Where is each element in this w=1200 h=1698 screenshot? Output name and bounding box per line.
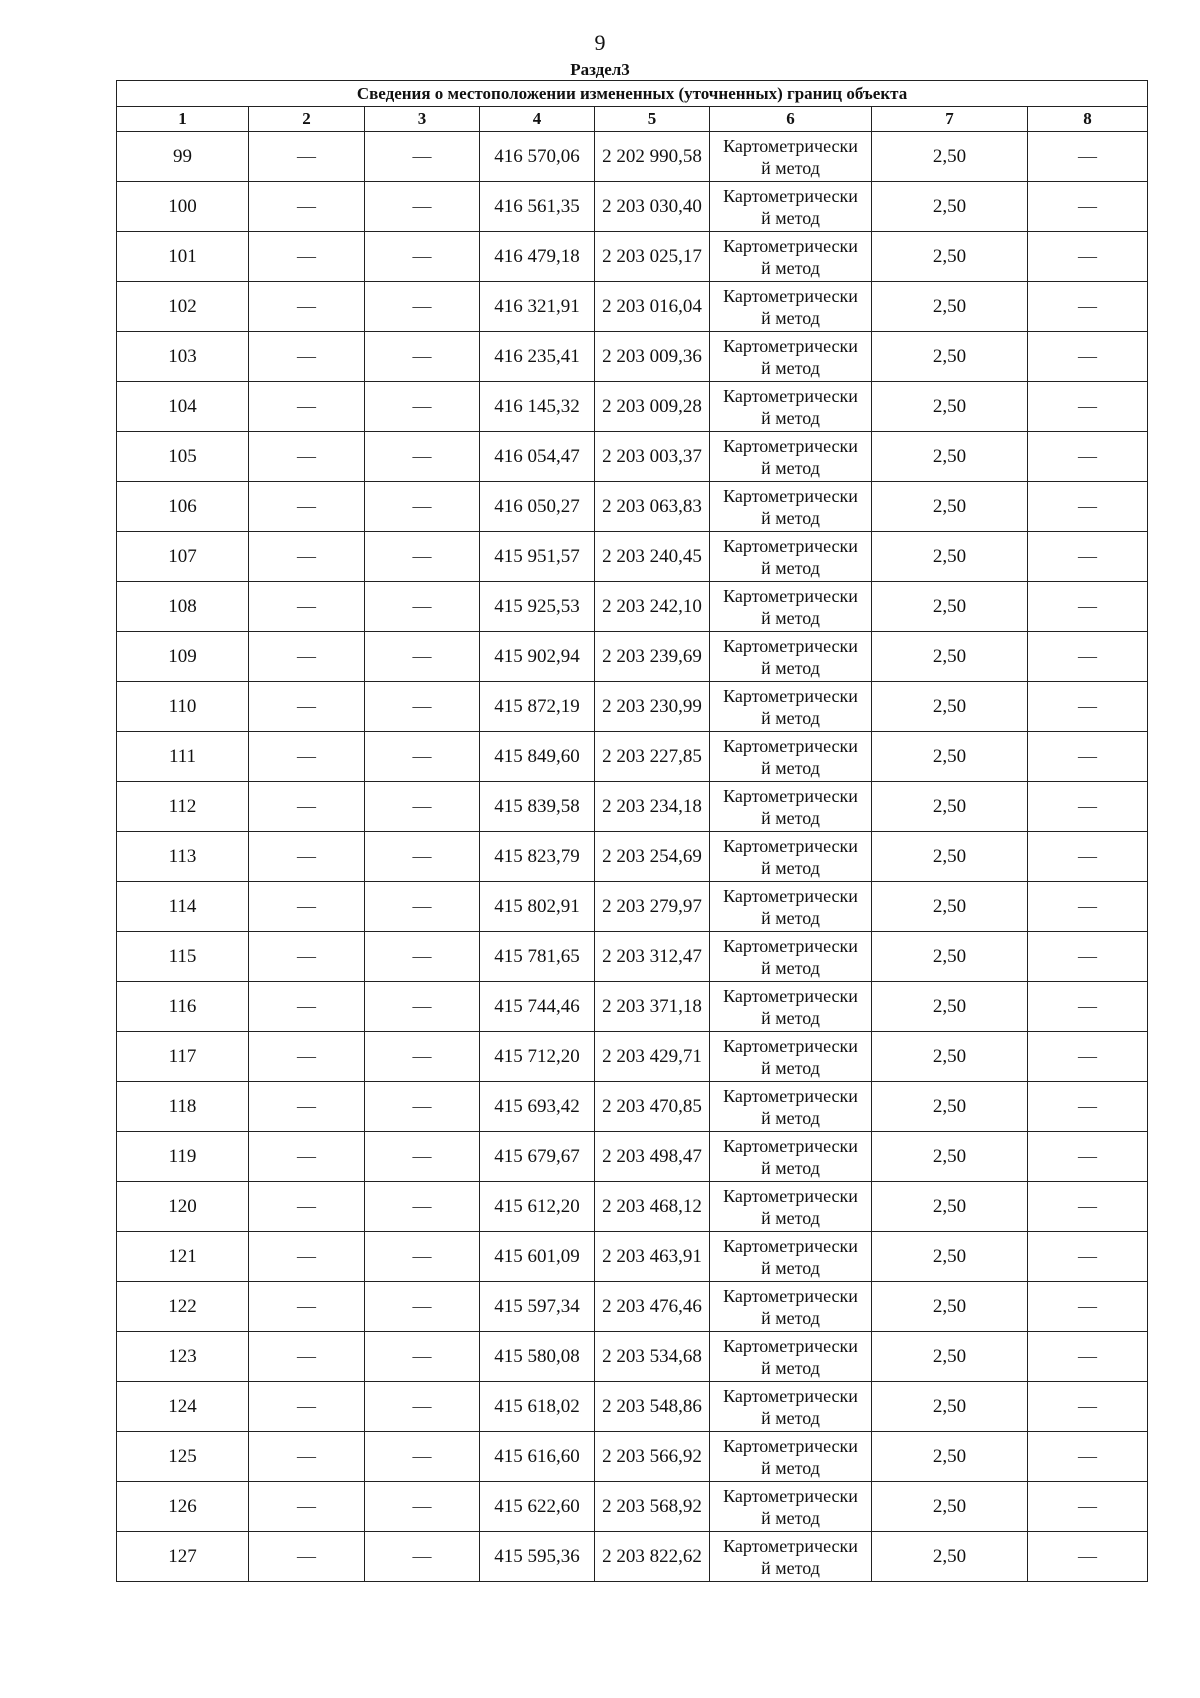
x-coordinate-cell: 415 839,58 <box>480 782 595 832</box>
point-number-cell: 124 <box>117 1382 249 1432</box>
point-number-cell: 105 <box>117 432 249 482</box>
column-2-cell: — <box>249 682 365 732</box>
point-number-cell: 121 <box>117 1232 249 1282</box>
point-number-cell: 102 <box>117 282 249 332</box>
x-coordinate-cell: 415 597,34 <box>480 1282 595 1332</box>
column-3-cell: — <box>365 932 480 982</box>
y-coordinate-cell: 2 203 822,62 <box>595 1532 710 1582</box>
column-2-cell: — <box>249 1382 365 1432</box>
column-2-cell: — <box>249 732 365 782</box>
column-2-cell: — <box>249 332 365 382</box>
column-2-cell: — <box>249 532 365 582</box>
column-2-cell: — <box>249 882 365 932</box>
table-row <box>117 832 1148 882</box>
y-coordinate-cell: 2 203 470,85 <box>595 1082 710 1132</box>
y-coordinate-cell: 2 203 063,83 <box>595 482 710 532</box>
x-coordinate-cell: 415 712,20 <box>480 1032 595 1082</box>
method-cell: Картометрически й метод <box>710 1532 872 1582</box>
precision-cell: 2,50 <box>872 482 1028 532</box>
x-coordinate-cell: 415 595,36 <box>480 1532 595 1582</box>
column-2-cell: — <box>249 232 365 282</box>
x-coordinate-cell: 415 902,94 <box>480 632 595 682</box>
table-row <box>117 1182 1148 1232</box>
table-row <box>117 532 1148 582</box>
column-2-cell: — <box>249 1282 365 1332</box>
point-number-cell: 111 <box>117 732 249 782</box>
y-coordinate-cell: 2 203 003,37 <box>595 432 710 482</box>
column-3-cell: — <box>365 1282 480 1332</box>
precision-cell: 2,50 <box>872 332 1028 382</box>
column-number-row <box>117 107 1148 132</box>
method-cell: Картометрически й метод <box>710 532 872 582</box>
table-row <box>117 1532 1148 1582</box>
column-2-cell: — <box>249 1532 365 1582</box>
precision-cell: 2,50 <box>872 982 1028 1032</box>
column-8-cell: — <box>1028 732 1148 782</box>
point-number-cell: 115 <box>117 932 249 982</box>
column-3-cell: — <box>365 682 480 732</box>
x-coordinate-cell: 416 561,35 <box>480 182 595 232</box>
column-8-cell: — <box>1028 482 1148 532</box>
table-row <box>117 182 1148 232</box>
column-3-cell: — <box>365 1132 480 1182</box>
point-number-cell: 123 <box>117 1332 249 1382</box>
x-coordinate-cell: 415 849,60 <box>480 732 595 782</box>
x-coordinate-cell: 416 145,32 <box>480 382 595 432</box>
point-number-cell: 119 <box>117 1132 249 1182</box>
column-3-cell: — <box>365 882 480 932</box>
method-cell: Картометрически й метод <box>710 382 872 432</box>
point-number-cell: 118 <box>117 1082 249 1132</box>
page-number: 9 <box>594 30 606 55</box>
column-8-cell: — <box>1028 1082 1148 1132</box>
precision-cell: 2,50 <box>872 582 1028 632</box>
table-row <box>117 932 1148 982</box>
column-2-cell: — <box>249 132 365 182</box>
column-8-cell: — <box>1028 1432 1148 1482</box>
column-3-cell: — <box>365 432 480 482</box>
y-coordinate-cell: 2 203 234,18 <box>595 782 710 832</box>
column-8-cell: — <box>1028 932 1148 982</box>
column-8-cell: — <box>1028 1532 1148 1582</box>
section-title: Раздел3 <box>570 60 630 79</box>
column-2-cell: — <box>249 1182 365 1232</box>
coordinates-table <box>116 80 1148 1582</box>
precision-cell: 2,50 <box>872 682 1028 732</box>
precision-cell: 2,50 <box>872 432 1028 482</box>
table-body <box>117 132 1148 1582</box>
precision-cell: 2,50 <box>872 1182 1028 1232</box>
column-3-cell: — <box>365 1482 480 1532</box>
precision-cell: 2,50 <box>872 1232 1028 1282</box>
x-coordinate-cell: 415 612,20 <box>480 1182 595 1232</box>
precision-cell: 2,50 <box>872 1482 1028 1532</box>
table-row <box>117 1382 1148 1432</box>
y-coordinate-cell: 2 203 240,45 <box>595 532 710 582</box>
point-number-cell: 122 <box>117 1282 249 1332</box>
column-8-cell: — <box>1028 632 1148 682</box>
column-8-cell: — <box>1028 182 1148 232</box>
method-cell: Картометрически й метод <box>710 582 872 632</box>
column-2-cell: — <box>249 582 365 632</box>
x-coordinate-cell: 415 580,08 <box>480 1332 595 1382</box>
method-cell: Картометрически й метод <box>710 882 872 932</box>
method-cell: Картометрически й метод <box>710 1182 872 1232</box>
point-number-cell: 108 <box>117 582 249 632</box>
column-8-cell: — <box>1028 332 1148 382</box>
point-number-cell: 117 <box>117 1032 249 1082</box>
column-3-cell: — <box>365 832 480 882</box>
point-number-cell: 103 <box>117 332 249 382</box>
y-coordinate-cell: 2 203 227,85 <box>595 732 710 782</box>
x-coordinate-cell: 415 601,09 <box>480 1232 595 1282</box>
table-row <box>117 482 1148 532</box>
precision-cell: 2,50 <box>872 182 1028 232</box>
column-3-cell: — <box>365 1182 480 1232</box>
table-caption: Сведения о местоположении измененных (уточненных) границ объекта <box>117 81 1148 107</box>
table-row <box>117 982 1148 1032</box>
precision-cell: 2,50 <box>872 532 1028 582</box>
x-coordinate-cell: 415 781,65 <box>480 932 595 982</box>
column-number: 4 <box>480 107 595 132</box>
point-number-cell: 126 <box>117 1482 249 1532</box>
point-number-cell: 112 <box>117 782 249 832</box>
method-cell: Картометрически й метод <box>710 1032 872 1082</box>
column-3-cell: — <box>365 332 480 382</box>
x-coordinate-cell: 415 693,42 <box>480 1082 595 1132</box>
method-cell: Картометрически й метод <box>710 682 872 732</box>
x-coordinate-cell: 416 321,91 <box>480 282 595 332</box>
precision-cell: 2,50 <box>872 1132 1028 1182</box>
column-8-cell: — <box>1028 1032 1148 1082</box>
x-coordinate-cell: 415 802,91 <box>480 882 595 932</box>
table-row <box>117 432 1148 482</box>
column-2-cell: — <box>249 1482 365 1532</box>
method-cell: Картометрически й метод <box>710 182 872 232</box>
table-row <box>117 582 1148 632</box>
column-3-cell: — <box>365 982 480 1032</box>
column-8-cell: — <box>1028 1232 1148 1282</box>
column-8-cell: — <box>1028 1282 1148 1332</box>
table-row <box>117 632 1148 682</box>
table-row <box>117 732 1148 782</box>
table-row <box>117 1132 1148 1182</box>
point-number-cell: 107 <box>117 532 249 582</box>
column-2-cell: — <box>249 282 365 332</box>
table-row <box>117 232 1148 282</box>
x-coordinate-cell: 415 622,60 <box>480 1482 595 1532</box>
table-row <box>117 1432 1148 1482</box>
precision-cell: 2,50 <box>872 732 1028 782</box>
column-3-cell: — <box>365 132 480 182</box>
column-2-cell: — <box>249 182 365 232</box>
column-2-cell: — <box>249 982 365 1032</box>
column-3-cell: — <box>365 532 480 582</box>
table-row <box>117 332 1148 382</box>
point-number-cell: 104 <box>117 382 249 432</box>
method-cell: Картометрически й метод <box>710 1282 872 1332</box>
point-number-cell: 99 <box>117 132 249 182</box>
x-coordinate-cell: 416 235,41 <box>480 332 595 382</box>
x-coordinate-cell: 415 823,79 <box>480 832 595 882</box>
column-8-cell: — <box>1028 582 1148 632</box>
x-coordinate-cell: 415 616,60 <box>480 1432 595 1482</box>
column-3-cell: — <box>365 632 480 682</box>
x-coordinate-cell: 415 925,53 <box>480 582 595 632</box>
y-coordinate-cell: 2 203 009,36 <box>595 332 710 382</box>
column-3-cell: — <box>365 382 480 432</box>
column-2-cell: — <box>249 932 365 982</box>
y-coordinate-cell: 2 202 990,58 <box>595 132 710 182</box>
column-3-cell: — <box>365 1332 480 1382</box>
method-cell: Картометрически й метод <box>710 482 872 532</box>
y-coordinate-cell: 2 203 239,69 <box>595 632 710 682</box>
point-number-cell: 120 <box>117 1182 249 1232</box>
method-cell: Картометрически й метод <box>710 732 872 782</box>
method-cell: Картометрически й метод <box>710 332 872 382</box>
precision-cell: 2,50 <box>872 882 1028 932</box>
y-coordinate-cell: 2 203 279,97 <box>595 882 710 932</box>
column-8-cell: — <box>1028 382 1148 432</box>
y-coordinate-cell: 2 203 016,04 <box>595 282 710 332</box>
precision-cell: 2,50 <box>872 1432 1028 1482</box>
y-coordinate-cell: 2 203 371,18 <box>595 982 710 1032</box>
x-coordinate-cell: 415 618,02 <box>480 1382 595 1432</box>
table-row <box>117 1332 1148 1382</box>
column-3-cell: — <box>365 1532 480 1582</box>
y-coordinate-cell: 2 203 429,71 <box>595 1032 710 1082</box>
method-cell: Картометрически й метод <box>710 1132 872 1182</box>
table-row <box>117 132 1148 182</box>
column-2-cell: — <box>249 382 365 432</box>
column-8-cell: — <box>1028 1482 1148 1532</box>
column-3-cell: — <box>365 232 480 282</box>
precision-cell: 2,50 <box>872 632 1028 682</box>
point-number-cell: 110 <box>117 682 249 732</box>
column-8-cell: — <box>1028 1382 1148 1432</box>
table-row <box>117 1282 1148 1332</box>
x-coordinate-cell: 415 744,46 <box>480 982 595 1032</box>
column-number: 2 <box>249 107 365 132</box>
method-cell: Картометрически й метод <box>710 1232 872 1282</box>
y-coordinate-cell: 2 203 030,40 <box>595 182 710 232</box>
precision-cell: 2,50 <box>872 1082 1028 1132</box>
column-2-cell: — <box>249 1082 365 1132</box>
column-number: 5 <box>595 107 710 132</box>
column-3-cell: — <box>365 732 480 782</box>
point-number-cell: 127 <box>117 1532 249 1582</box>
column-2-cell: — <box>249 482 365 532</box>
precision-cell: 2,50 <box>872 782 1028 832</box>
column-8-cell: — <box>1028 132 1148 182</box>
column-3-cell: — <box>365 1432 480 1482</box>
table-row <box>117 282 1148 332</box>
point-number-cell: 106 <box>117 482 249 532</box>
table-row <box>117 1082 1148 1132</box>
point-number-cell: 114 <box>117 882 249 932</box>
column-8-cell: — <box>1028 232 1148 282</box>
method-cell: Картометрически й метод <box>710 832 872 882</box>
column-number: 1 <box>117 107 249 132</box>
method-cell: Картометрически й метод <box>710 782 872 832</box>
precision-cell: 2,50 <box>872 932 1028 982</box>
column-8-cell: — <box>1028 1332 1148 1382</box>
column-8-cell: — <box>1028 282 1148 332</box>
column-number: 7 <box>872 107 1028 132</box>
precision-cell: 2,50 <box>872 1532 1028 1582</box>
point-number-cell: 116 <box>117 982 249 1032</box>
y-coordinate-cell: 2 203 312,47 <box>595 932 710 982</box>
x-coordinate-cell: 416 570,06 <box>480 132 595 182</box>
column-2-cell: — <box>249 1132 365 1182</box>
method-cell: Картометрически й метод <box>710 1382 872 1432</box>
column-number: 8 <box>1028 107 1148 132</box>
method-cell: Картометрически й метод <box>710 232 872 282</box>
column-3-cell: — <box>365 1232 480 1282</box>
column-8-cell: — <box>1028 832 1148 882</box>
method-cell: Картометрически й метод <box>710 1082 872 1132</box>
y-coordinate-cell: 2 203 568,92 <box>595 1482 710 1532</box>
point-number-cell: 109 <box>117 632 249 682</box>
column-3-cell: — <box>365 582 480 632</box>
table-row <box>117 382 1148 432</box>
table-caption-row <box>117 81 1148 107</box>
precision-cell: 2,50 <box>872 382 1028 432</box>
y-coordinate-cell: 2 203 463,91 <box>595 1232 710 1282</box>
column-3-cell: — <box>365 482 480 532</box>
table-row <box>117 882 1148 932</box>
column-2-cell: — <box>249 832 365 882</box>
precision-cell: 2,50 <box>872 1032 1028 1082</box>
method-cell: Картометрически й метод <box>710 1332 872 1382</box>
y-coordinate-cell: 2 203 009,28 <box>595 382 710 432</box>
x-coordinate-cell: 416 050,27 <box>480 482 595 532</box>
column-8-cell: — <box>1028 682 1148 732</box>
table-row <box>117 1032 1148 1082</box>
column-8-cell: — <box>1028 882 1148 932</box>
column-8-cell: — <box>1028 1182 1148 1232</box>
precision-cell: 2,50 <box>872 1332 1028 1382</box>
column-8-cell: — <box>1028 982 1148 1032</box>
method-cell: Картометрически й метод <box>710 132 872 182</box>
y-coordinate-cell: 2 203 534,68 <box>595 1332 710 1382</box>
x-coordinate-cell: 416 479,18 <box>480 232 595 282</box>
column-8-cell: — <box>1028 532 1148 582</box>
column-2-cell: — <box>249 632 365 682</box>
column-2-cell: — <box>249 432 365 482</box>
y-coordinate-cell: 2 203 566,92 <box>595 1432 710 1482</box>
precision-cell: 2,50 <box>872 1282 1028 1332</box>
y-coordinate-cell: 2 203 242,10 <box>595 582 710 632</box>
x-coordinate-cell: 416 054,47 <box>480 432 595 482</box>
method-cell: Картометрически й метод <box>710 982 872 1032</box>
point-number-cell: 113 <box>117 832 249 882</box>
column-3-cell: — <box>365 282 480 332</box>
y-coordinate-cell: 2 203 548,86 <box>595 1382 710 1432</box>
x-coordinate-cell: 415 951,57 <box>480 532 595 582</box>
precision-cell: 2,50 <box>872 1382 1028 1432</box>
precision-cell: 2,50 <box>872 282 1028 332</box>
precision-cell: 2,50 <box>872 232 1028 282</box>
column-3-cell: — <box>365 1032 480 1082</box>
column-2-cell: — <box>249 1232 365 1282</box>
y-coordinate-cell: 2 203 254,69 <box>595 832 710 882</box>
column-2-cell: — <box>249 782 365 832</box>
method-cell: Картометрически й метод <box>710 1482 872 1532</box>
method-cell: Картометрически й метод <box>710 1432 872 1482</box>
column-3-cell: — <box>365 1082 480 1132</box>
method-cell: Картометрически й метод <box>710 282 872 332</box>
column-2-cell: — <box>249 1032 365 1082</box>
column-2-cell: — <box>249 1432 365 1482</box>
column-3-cell: — <box>365 182 480 232</box>
table-row <box>117 682 1148 732</box>
method-cell: Картометрически й метод <box>710 432 872 482</box>
column-8-cell: — <box>1028 782 1148 832</box>
y-coordinate-cell: 2 203 468,12 <box>595 1182 710 1232</box>
y-coordinate-cell: 2 203 025,17 <box>595 232 710 282</box>
method-cell: Картометрически й метод <box>710 632 872 682</box>
point-number-cell: 100 <box>117 182 249 232</box>
column-8-cell: — <box>1028 432 1148 482</box>
point-number-cell: 101 <box>117 232 249 282</box>
column-3-cell: — <box>365 782 480 832</box>
column-3-cell: — <box>365 1382 480 1432</box>
y-coordinate-cell: 2 203 230,99 <box>595 682 710 732</box>
table-row <box>117 1232 1148 1282</box>
precision-cell: 2,50 <box>872 832 1028 882</box>
y-coordinate-cell: 2 203 498,47 <box>595 1132 710 1182</box>
precision-cell: 2,50 <box>872 132 1028 182</box>
column-8-cell: — <box>1028 1132 1148 1182</box>
column-number: 6 <box>710 107 872 132</box>
x-coordinate-cell: 415 679,67 <box>480 1132 595 1182</box>
table-row <box>117 782 1148 832</box>
column-number: 3 <box>365 107 480 132</box>
column-2-cell: — <box>249 1332 365 1382</box>
y-coordinate-cell: 2 203 476,46 <box>595 1282 710 1332</box>
table-row <box>117 1482 1148 1532</box>
point-number-cell: 125 <box>117 1432 249 1482</box>
x-coordinate-cell: 415 872,19 <box>480 682 595 732</box>
method-cell: Картометрически й метод <box>710 932 872 982</box>
